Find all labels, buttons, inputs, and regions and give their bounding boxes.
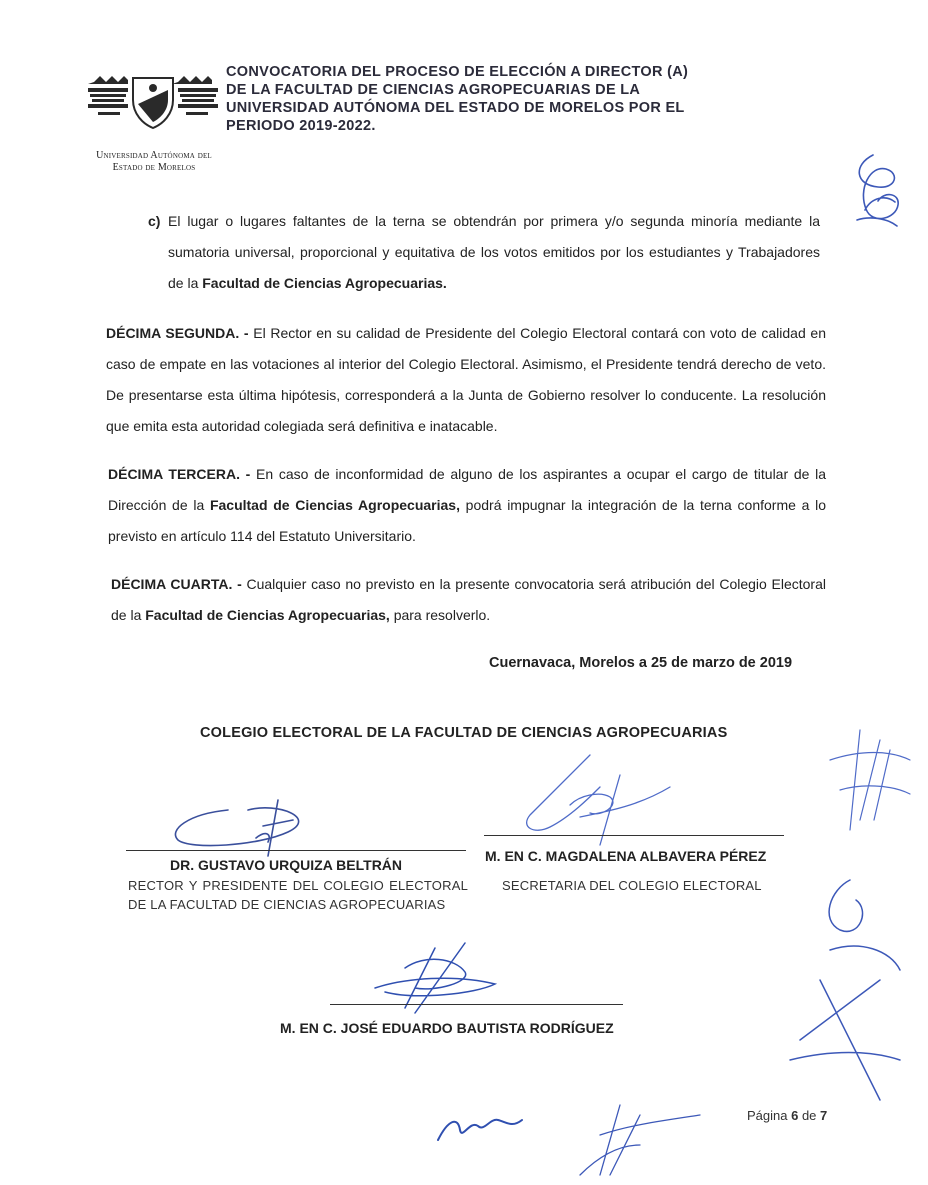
page-total: 7 bbox=[820, 1108, 828, 1123]
signature-line bbox=[484, 835, 784, 836]
signature-line bbox=[126, 850, 466, 851]
clause-text: En caso de inconformidad de alguno de los aspirantes a ocupar el cargo de titular de la Dirección de la bbox=[108, 466, 827, 513]
page-prefix: Página bbox=[747, 1108, 792, 1123]
clause-text: Cualquier caso no previsto en la presente convocatoria será atribución del Colegio Electoral de la bbox=[111, 576, 826, 623]
margin-signature-2 bbox=[780, 860, 920, 1110]
clause-text: para resolverlo. bbox=[389, 607, 491, 623]
margin-signature-1 bbox=[820, 720, 920, 840]
item-c-paragraph bbox=[148, 206, 820, 299]
document-title: CONVOCATORIA DEL PROCESO DE ELECCIÓN A DIRECTOR (A) DE LA FACULTAD DE CIENCIAS AGROPECUARIAS DE LA UNIVERSIDAD AUTÓNOMA DEL ESTADO DE MORELOS POR EL PERIODO 2019-2022. bbox=[226, 64, 689, 134]
secretaria-role: SECRETARIA DEL COLEGIO ELECTORAL bbox=[502, 878, 762, 893]
faculty-name-bold: Facultad de Ciencias Agropecuarias, bbox=[145, 607, 390, 623]
bottom-initials-2 bbox=[560, 1095, 710, 1185]
clause-decima-segunda bbox=[106, 318, 826, 442]
faculty-name-bold: Facultad de Ciencias Agropecuarias. bbox=[202, 275, 447, 291]
clause-heading: DÉCIMA CUARTA. - bbox=[111, 576, 242, 592]
third-signatory-signature bbox=[335, 938, 535, 1018]
colegio-heading: COLEGIO ELECTORAL DE LA FACULTAD DE CIENCIAS AGROPECUARIAS bbox=[200, 725, 728, 741]
clause-decima-cuarta bbox=[111, 569, 826, 631]
bottom-initials-1 bbox=[430, 1110, 530, 1150]
page-number bbox=[747, 1108, 827, 1123]
clause-decima-tercera bbox=[108, 459, 826, 552]
item-c-text: El lugar o lugares faltantes de la terna se obtendrán por primera y/o segunda minoría mediante la sumatoria universal, proporcional y equitativa de los votos emitidos por los estudiantes y Trabajadores de la bbox=[168, 213, 820, 291]
university-name: Universidad Autónoma del Estado de Morelos bbox=[96, 150, 212, 173]
date-line: Cuernavaca, Morelos a 25 de marzo de 2019 bbox=[489, 655, 793, 671]
item-c-label: c) bbox=[148, 213, 161, 229]
clause-text: podrá impugnar la integración de la terna conforme a lo previsto en artículo 114 del Estatuto Universitario. bbox=[108, 497, 827, 544]
clause-heading: DÉCIMA SEGUNDA. - bbox=[106, 325, 249, 341]
faculty-name-bold: Facultad de Ciencias Agropecuarias, bbox=[209, 497, 460, 513]
secretaria-signature bbox=[510, 745, 690, 855]
coat-of-arms-icon bbox=[88, 74, 218, 130]
rector-signature bbox=[168, 780, 368, 860]
secretaria-name: M. EN C. MAGDALENA ALBAVERA PÉREZ bbox=[485, 848, 767, 864]
third-signatory-name: M. EN C. JOSÉ EDUARDO BAUTISTA RODRÍGUEZ bbox=[280, 1020, 614, 1036]
page-middle: de bbox=[798, 1108, 821, 1123]
uaem-logo bbox=[88, 74, 218, 130]
page-current: 6 bbox=[791, 1108, 799, 1123]
rector-role: RECTOR Y PRESIDENTE DEL COLEGIO ELECTORAL DE LA FACULTAD DE CIENCIAS AGROPECUARIAS bbox=[128, 878, 468, 912]
margin-initials-signature bbox=[845, 150, 915, 240]
clause-text: El Rector en su calidad de Presidente del Colegio Electoral contará con voto de calidad en caso de empate en las votaciones al interior del Colegio Electoral. Asimismo, el Presidente tendrá derecho de veto. De presentarse esta última hipótesis, corresponderá a la Junta de Gobierno resolver lo conducente. La resolución que emita esta autoridad colegiada será definitiva e inatacable. bbox=[106, 325, 826, 434]
clause-heading: DÉCIMA TERCERA. - bbox=[108, 466, 251, 482]
signature-line bbox=[330, 1004, 623, 1005]
rector-name: DR. GUSTAVO URQUIZA BELTRÁN bbox=[170, 857, 403, 873]
